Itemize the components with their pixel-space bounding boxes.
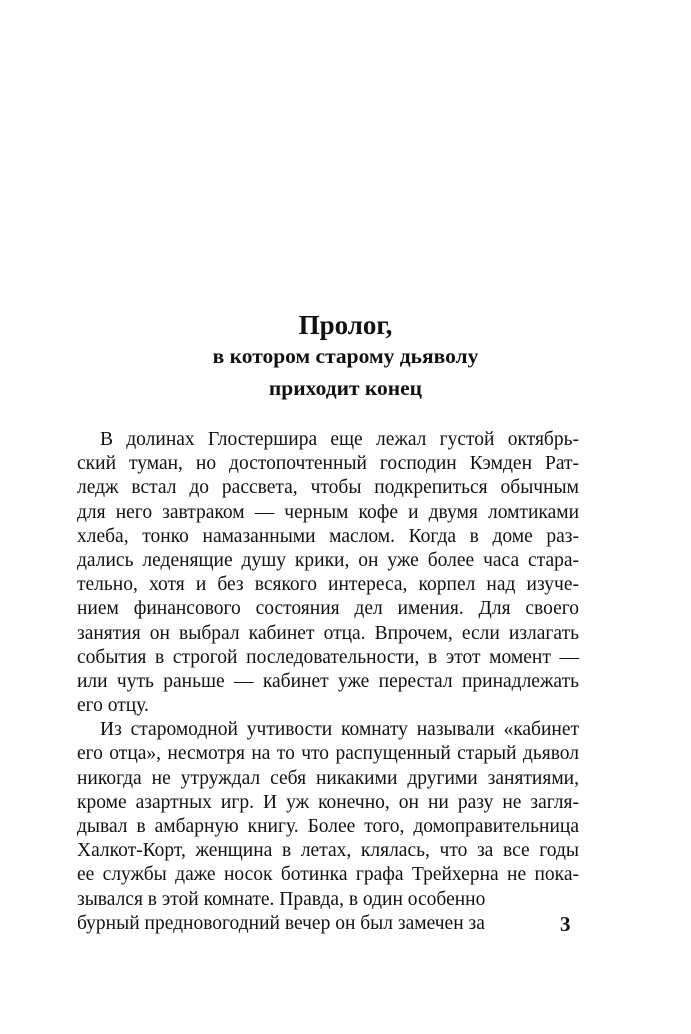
text-line: Халкот-Корт, женщина в летах, клялась, что за все годы [77,840,579,862]
text-line: хлеба, тонко намазанными маслом. Когда в доме раз- [77,525,579,547]
text-line: дывал в амбарную книгу. Более того, домоправительница [77,816,579,837]
text-line: его отца», несмотря на то что распущенный старый дьявол [77,743,579,765]
text-line: ский туман, но достопочтенный господин Кэмден Рат- [77,453,579,475]
text-line: бурный предновогодний вечер он был замечен за [77,912,485,934]
text-line: В долинах Глостершира еще лежал густой октябрь- [100,429,579,450]
page-number: 3 [560,912,571,936]
text-line: нием финансового состояния дел имения. Для своего [77,598,579,620]
chapter-subtitle-line-2: приходит конец [268,376,423,400]
text-line: события в строгой последовательности, в этот момент — [77,646,579,668]
text-line: кроме азартных игр. И уж конечно, он ни разу не загля- [77,791,579,813]
text-line: ее службы даже носок ботинка графа Трейхерна не пока- [77,864,579,886]
text-line: или чуть раньше — кабинет уже перестал принадлежать [77,670,579,692]
text-line: его отцу. [77,695,149,717]
text-line: тельно, хотя и без всякого интереса, корпел над изуче- [77,574,579,596]
text-line: занятия он выбрал кабинет отца. Впрочем, если излагать [77,622,579,644]
text-line: никогда не утруждал себя никакими другими занятиями, [77,767,579,789]
text-line: зывался в этой комнате. Правда, в один особенно [77,888,486,910]
body-text [77,428,579,936]
chapter-title: Пролог, [298,310,393,340]
text-line: для него завтраком — черным кофе и двумя ломтиками [77,501,579,523]
text-line: ледж встал до рассвета, чтобы подкрепиться обычным [77,477,579,499]
chapter-subtitle-line-1: в котором старому дьяволу [212,344,479,368]
text-line: Из старомодной учтивости комнату называли «кабинет [100,719,579,741]
text-line: дались леденящие душу крики, он уже более часа стара- [77,549,579,571]
